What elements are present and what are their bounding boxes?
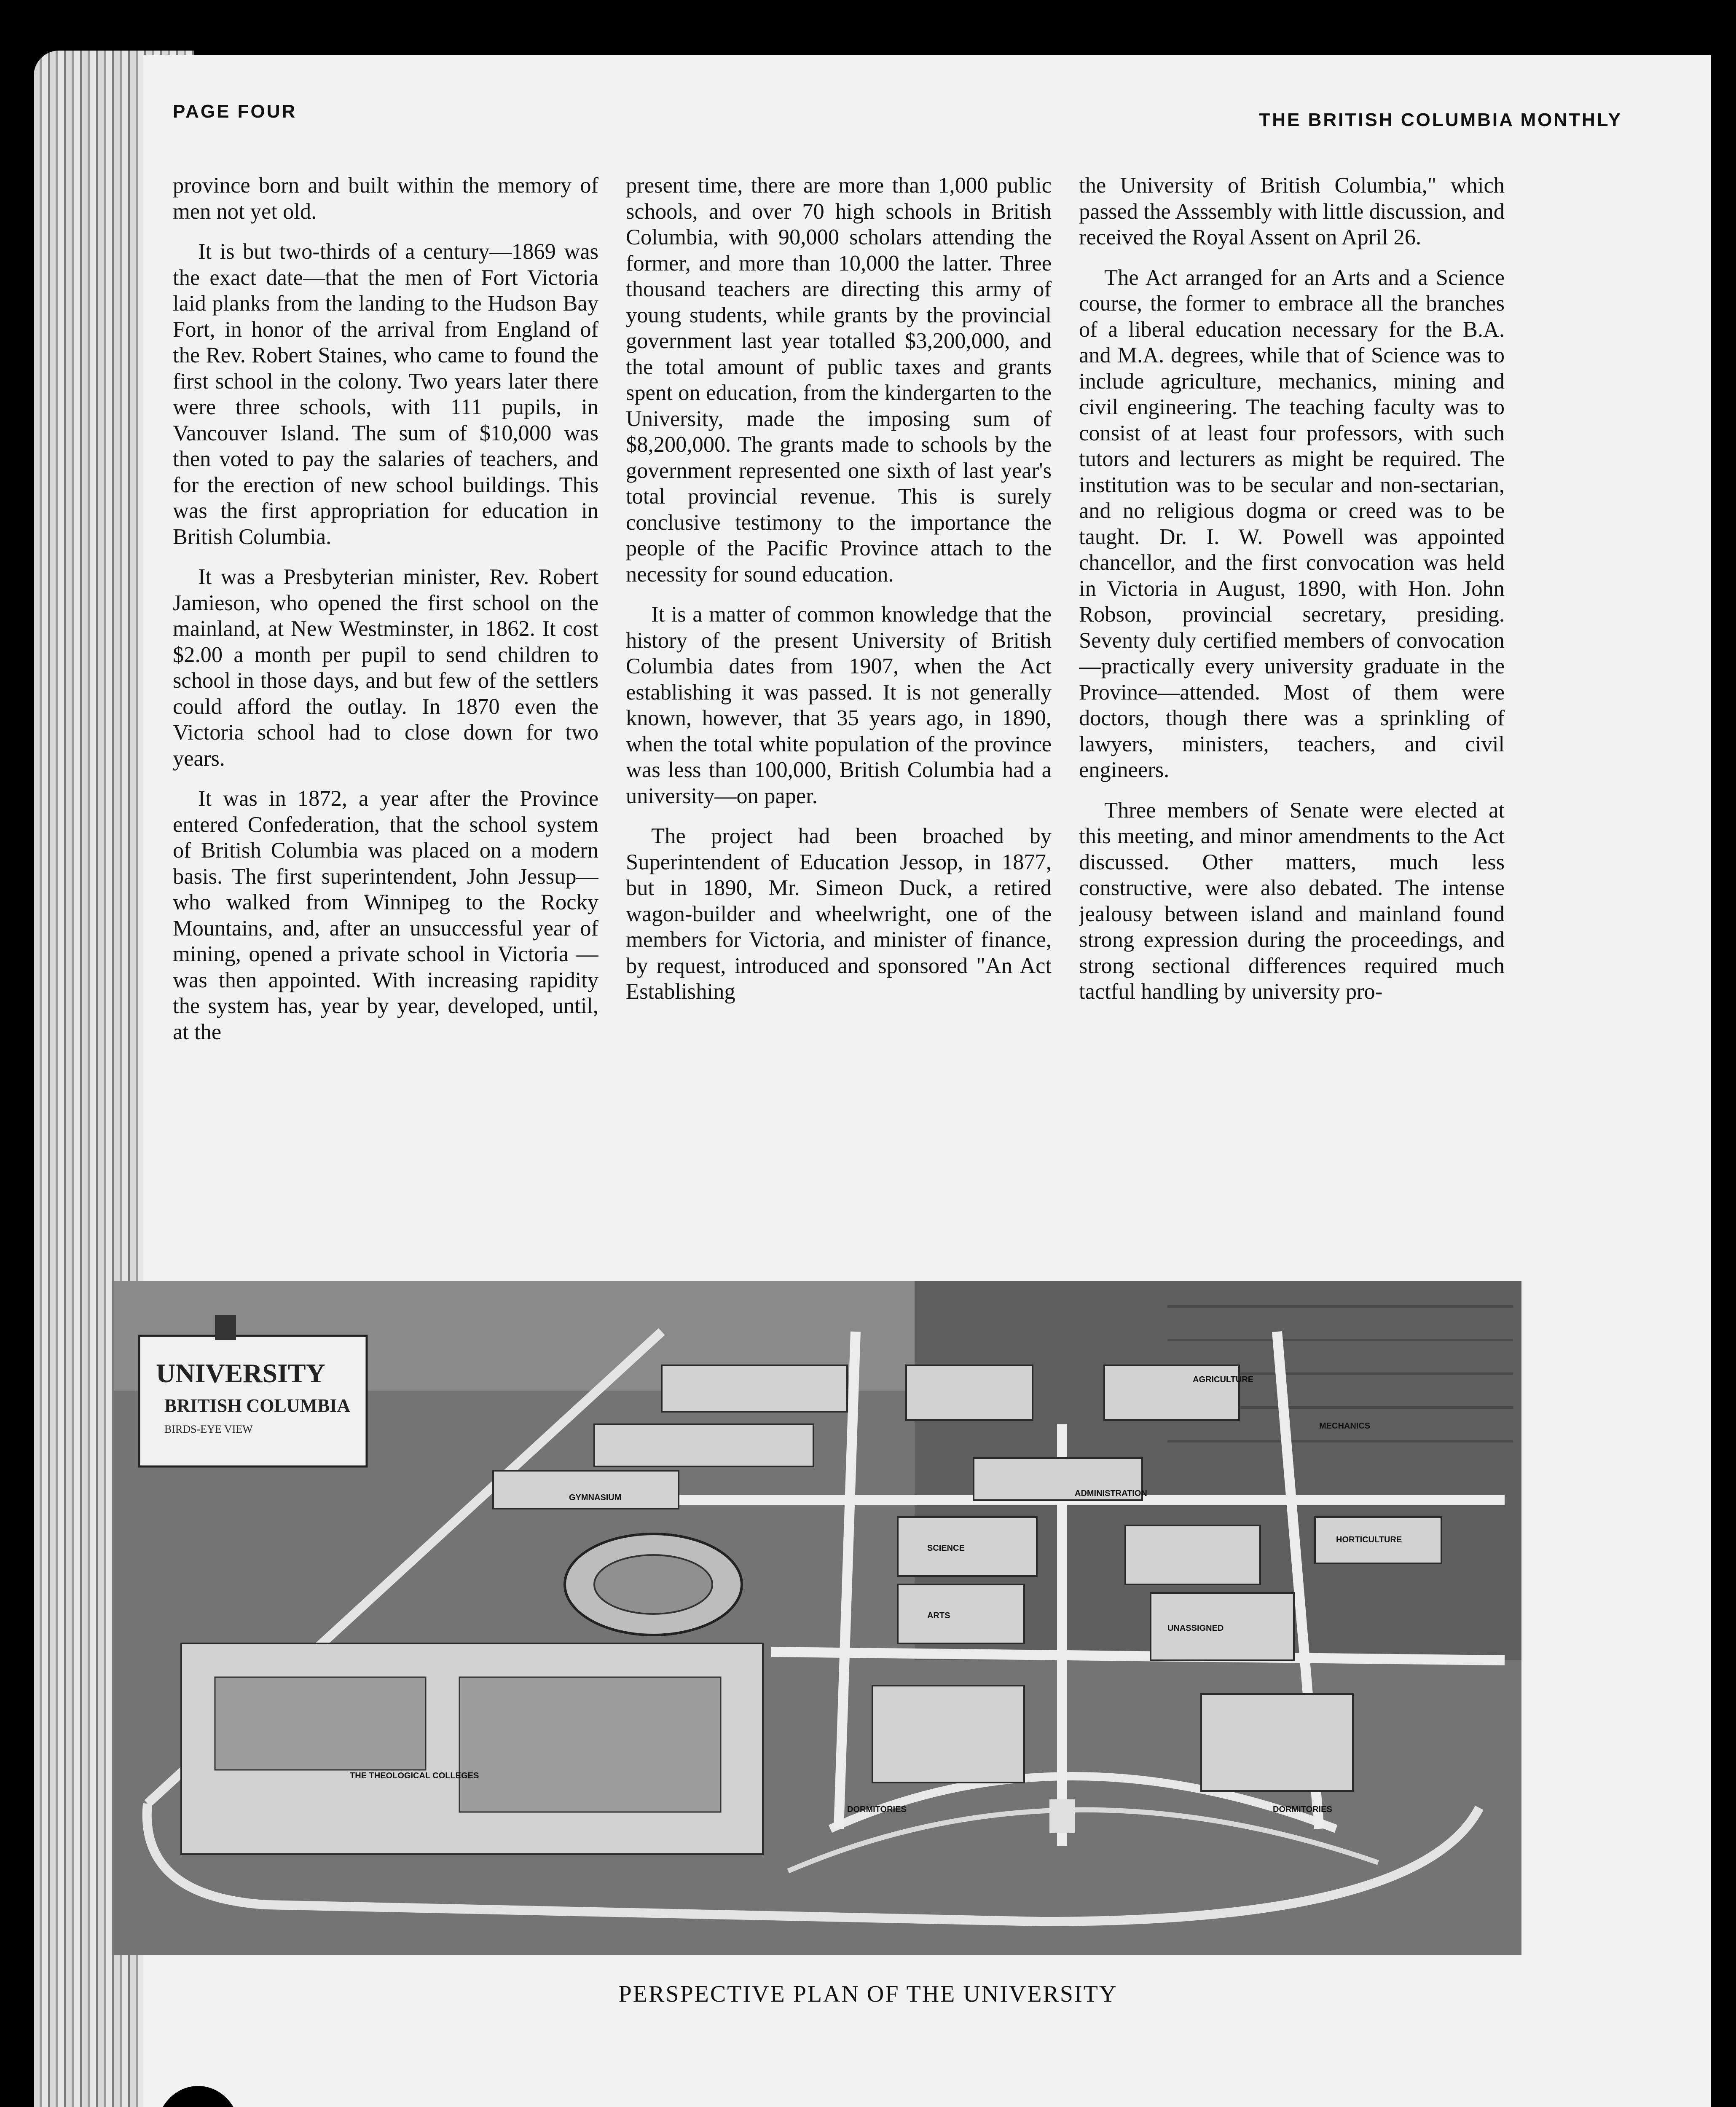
building-label: UNASSIGNED bbox=[1167, 1624, 1224, 1633]
campus-perspective-plan-illustration bbox=[114, 1281, 1521, 1955]
publication-title: THE BRITISH COLUMBIA MONTHLY bbox=[1259, 110, 1622, 130]
building-label: GYMNASIUM bbox=[569, 1493, 622, 1502]
building-label: DORMITORIES bbox=[1273, 1805, 1332, 1814]
text-column-3 bbox=[1079, 173, 1505, 1268]
text-column-1 bbox=[173, 173, 598, 1268]
figure-caption: PERSPECTIVE PLAN OF THE UNIVERSITY bbox=[618, 1981, 1118, 2007]
building-label: SCIENCE bbox=[927, 1544, 965, 1553]
article-body bbox=[173, 173, 1534, 1268]
building-label: ADMINISTRATION bbox=[1075, 1489, 1147, 1498]
paragraph: province born and built within the memory of men not yet old. bbox=[173, 173, 598, 224]
text-column-2 bbox=[626, 173, 1052, 1268]
paragraph: It is a matter of common knowledge that the history of the present University of British Columbia dates from 1907, when the Act establishing it was passed. It is not generally known, however, that 35 years ago, in 1890, when the total white population of the province was less than 100,000, British Columbia had a university—on paper. bbox=[626, 602, 1052, 808]
paragraph: The Act arranged for an Arts and a Science course, the former to embrace all the branches of a liberal education necessary for the B.A. and M.A. degrees, while that of Science was to include agriculture, mechanics, mining and civil engineering. The teaching faculty was to consist of at least four professors, with such tutors and lecturers as might be required. The institution was to be secular and non-sectarian, and no religious dogma or creed was to be taught. Dr. I. W. Powell was appointed chancellor, and the first convocation was held in Victoria in August, 1890, with Hon. John Robson, provincial secretary, presiding. Seventy duly certified members of convocation—practically every university graduate in the Province—attended. Most of them were doctors, though there was a sprinkling of lawyers, ministers, teachers, and civil engineers. bbox=[1079, 265, 1505, 782]
paragraph: It is but two-thirds of a century—1869 was the exact date—that the men of Fort Victoria laid planks from the landing to the Hudson Bay Fort, in honor of the arrival from England of the Rev. Robert Staines, who came to found the first school in the colony. Two years later there were three schools, with 111 pupils, in Vancouver Island. The sum of $10,000 was then voted to pay the salaries of teachers, and for the erection of new school buildings. This was the first appropriation for education in British Columbia. bbox=[173, 239, 598, 549]
building-label: AGRICULTURE bbox=[1193, 1375, 1254, 1384]
sign-subtitle: BIRDS-EYE VIEW bbox=[164, 1423, 253, 1435]
building-label: MECHANICS bbox=[1319, 1421, 1371, 1431]
sign-title-line2: BRITISH COLUMBIA bbox=[164, 1395, 351, 1416]
paragraph: It was a Presbyterian minister, Rev. Robert Jamieson, who opened the first school on the mainland, at New Westminster, in 1862. It cost $2.00 a month per pupil to send children to school in those days, and but few of the settlers could afford the outlay. In 1870 even the Victoria school had to close down for two years. bbox=[173, 565, 598, 771]
building-label: THE THEOLOGICAL COLLEGES bbox=[350, 1771, 479, 1780]
paragraph: the University of British Columbia," which passed the Asssembly with little discussion, and received the Royal Assent on April 26. bbox=[1079, 173, 1505, 249]
paragraph: It was in 1872, a year after the Province entered Confederation, that the school system of British Columbia was placed on a modern basis. The first superintendent, John Jessup—who walked from Winnipeg to the Rocky Mountains, and, after an unsuccessful year of mining, opened a private school in Victoria —was then appointed. With increasing rapidity the system has, year by year, developed, until, at the bbox=[173, 786, 598, 1044]
building-label: DORMITORIES bbox=[847, 1805, 907, 1814]
paragraph: Three members of Senate were elected at this meeting, and minor amendments to the Act discussed. Other matters, much less constructive, were also debated. The intense jealousy between island and mainland found strong expression during the proceedings, and strong sectional differences required much tactful handling by university pro- bbox=[1079, 798, 1505, 1004]
paragraph: The project had been broached by Superintendent of Education Jessop, in 1877, but in 1890, Mr. Simeon Duck, a retired wagon-builder and wheelwright, one of the members for Victoria, and minister of finance, by request, introduced and sponsored "An Act Establishing bbox=[626, 824, 1052, 1004]
paragraph: present time, there are more than 1,000 public schools, and over 70 high schools in British Columbia, with 90,000 scholars attending the former, and more than 10,000 the latter. Three thousand teachers are directing this army of young students, while grants by the provincial government last year totalled $3,200,000, and the total amount of public taxes and grants spent on education, from the kindergarten to the University, made the imposing sum of $8,200,000. The grants made to schools by the government represented one sixth of last year's total provincial revenue. This is surely conclusive testimony to the importance the people of the Pacific Province attach to the necessity for sound education. bbox=[626, 173, 1052, 587]
building-label: HORTICULTURE bbox=[1336, 1535, 1402, 1544]
page-number-label: PAGE FOUR bbox=[173, 101, 297, 122]
building-label: ARTS bbox=[927, 1611, 950, 1620]
running-header bbox=[173, 101, 1622, 130]
sign-title-line1: UNIVERSITY bbox=[156, 1358, 325, 1388]
